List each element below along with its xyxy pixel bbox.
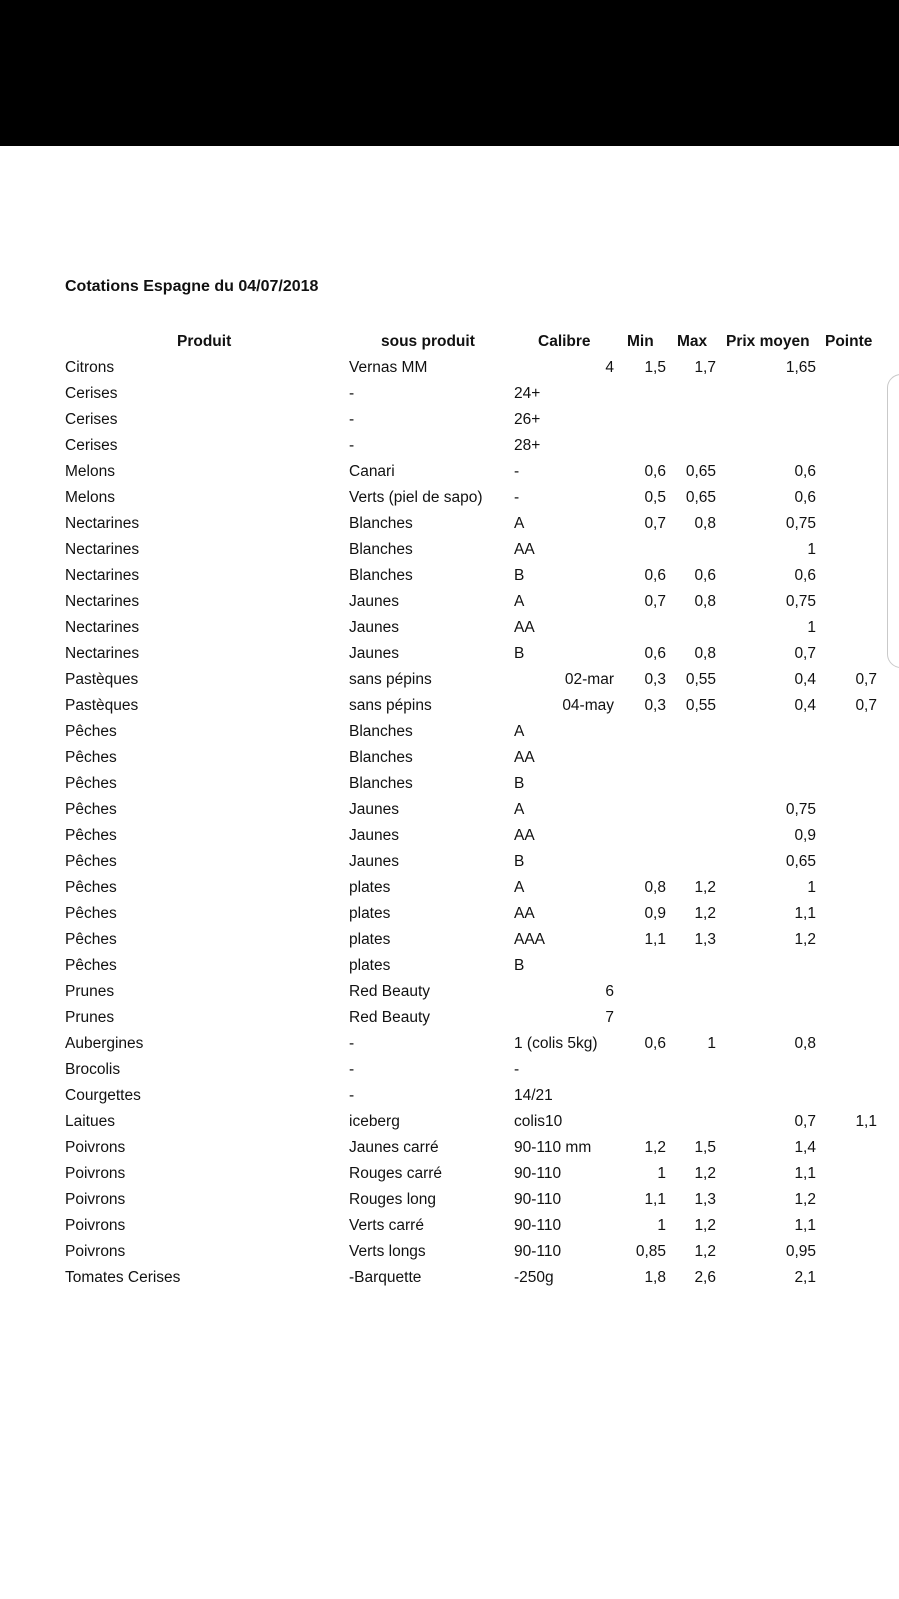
cell-max: 1,2 [694,1165,716,1182]
cell-produit: Nectarines [65,619,140,636]
cell-produit: Nectarines [65,515,140,532]
table-row [0,1239,899,1265]
cell-produit: Nectarines [65,567,140,584]
cell-max: 0,8 [694,515,716,532]
cell-min: 1,5 [644,359,666,376]
table-body [0,355,899,1291]
cell-calibre: 4 [605,359,614,376]
cell-pointe: 1,1 [855,1113,877,1130]
cell-min: 1 [657,1217,666,1234]
cell-calibre: A [514,593,525,610]
table-row [0,355,899,381]
cell-produit: Nectarines [65,541,140,558]
cell-max: 1,5 [694,1139,716,1156]
cell-max: 0,65 [685,463,716,480]
cell-produit: Nectarines [65,645,140,662]
table-row [0,771,899,797]
cell-produit: Melons [65,463,115,480]
cell-sous-produit: Blanches [349,515,413,532]
cell-sous-produit: plates [349,957,391,974]
cell-min: 0,7 [644,593,666,610]
cell-max: 1,2 [694,1217,716,1234]
cell-min: 0,8 [644,879,666,896]
cell-min: 0,3 [644,697,666,714]
cell-calibre: A [514,723,525,740]
cell-calibre: 04-may [562,697,614,714]
cell-sous-produit: Verts (piel de sapo) [349,489,483,506]
table-row [0,1109,899,1135]
cell-sous-produit: Jaunes [349,827,399,844]
cell-prix-moyen: 1 [807,619,816,636]
cell-calibre: 02-mar [564,671,614,688]
cell-calibre: B [514,853,525,870]
cell-calibre: - [514,489,520,506]
header-min: Min [627,333,654,350]
cell-prix-moyen: 0,95 [785,1243,816,1260]
cell-min: 1,8 [644,1269,666,1286]
cell-produit: Pêches [65,723,117,740]
cell-sous-produit: Blanches [349,749,413,766]
cell-produit: Poivrons [65,1139,126,1156]
cell-produit: Poivrons [65,1243,126,1260]
cell-sous-produit: Jaunes [349,619,399,636]
cell-prix-moyen: 0,75 [785,515,816,532]
cell-produit: Pêches [65,775,117,792]
cell-sous-produit: -Barquette [349,1269,422,1286]
header-max: Max [677,333,708,350]
table-row [0,979,899,1005]
table-row [0,875,899,901]
cell-prix-moyen: 0,8 [794,1035,816,1052]
cell-calibre: AA [514,619,535,636]
cell-pointe: 0,7 [855,697,877,714]
cell-min: 0,85 [635,1243,666,1260]
cell-produit: Aubergines [65,1035,144,1052]
table-row [0,511,899,537]
cell-min: 0,7 [644,515,666,532]
cell-produit: Pêches [65,827,117,844]
cell-calibre: 28+ [514,437,541,454]
cell-calibre: 6 [605,983,614,1000]
table-row [0,589,899,615]
cell-calibre: 90-110 [514,1243,562,1260]
table-row [0,381,899,407]
cell-produit: Prunes [65,983,115,1000]
cell-produit: Pêches [65,801,117,818]
table-row [0,1187,899,1213]
cell-calibre: AA [514,541,535,558]
table-row [0,797,899,823]
cell-min: 1,2 [644,1139,666,1156]
cell-max: 0,8 [694,593,716,610]
cell-sous-produit: plates [349,931,391,948]
cell-max: 1,3 [694,1191,716,1208]
cell-min: 0,6 [644,567,666,584]
price-table [0,329,899,1291]
cell-prix-moyen: 1,65 [785,359,816,376]
table-row [0,615,899,641]
document-title: Cotations Espagne du 04/07/2018 [65,278,319,295]
cell-sous-produit: plates [349,905,391,922]
cell-sous-produit: Jaunes [349,853,399,870]
cell-calibre: 1 (colis 5kg) [514,1035,598,1052]
cell-calibre: colis10 [514,1113,563,1130]
table-row [0,537,899,563]
cell-sous-produit: iceberg [349,1113,400,1130]
cell-min: 0,6 [644,645,666,662]
cell-sous-produit: - [349,1061,355,1078]
cell-prix-moyen: 0,6 [794,489,816,506]
cell-prix-moyen: 1,2 [794,1191,816,1208]
cell-calibre: -250g [514,1269,554,1286]
cell-prix-moyen: 0,9 [794,827,816,844]
top-black-bar [0,0,899,146]
cell-max: 1,2 [694,905,716,922]
cell-sous-produit: - [349,385,355,402]
cell-calibre: - [514,1061,520,1078]
cell-calibre: A [514,515,525,532]
cell-max: 0,55 [685,697,716,714]
table-row [0,693,899,719]
cell-produit: Brocolis [65,1061,121,1078]
cell-sous-produit: Jaunes [349,801,399,818]
table-row [0,1135,899,1161]
cell-prix-moyen: 0,75 [785,593,816,610]
cell-max: 0,6 [694,567,716,584]
cell-produit: Pêches [65,749,117,766]
cell-calibre: AA [514,905,535,922]
table-row [0,1057,899,1083]
cell-max: 1,3 [694,931,716,948]
table-row [0,433,899,459]
cell-max: 0,8 [694,645,716,662]
cell-calibre: 7 [605,1009,614,1026]
cell-calibre: - [514,463,520,480]
cell-prix-moyen: 1,2 [794,931,816,948]
cell-produit: Poivrons [65,1165,126,1182]
table-row [0,719,899,745]
cell-produit: Prunes [65,1009,115,1026]
table-row [0,1213,899,1239]
cell-prix-moyen: 1,1 [794,1165,816,1182]
cell-prix-moyen: 1,1 [794,1217,816,1234]
table-row [0,1265,899,1291]
cell-prix-moyen: 0,65 [785,853,816,870]
cell-sous-produit: sans pépins [349,671,432,688]
cell-sous-produit: Canari [349,463,395,480]
cell-produit: Pêches [65,905,117,922]
cell-prix-moyen: 1,1 [794,905,816,922]
cell-max: 0,65 [685,489,716,506]
cell-prix-moyen: 1 [807,541,816,558]
cell-pointe: 0,7 [855,671,877,688]
cell-prix-moyen: 0,7 [794,1113,816,1130]
table-row [0,407,899,433]
cell-prix-moyen: 0,6 [794,463,816,480]
cell-max: 1,2 [694,1243,716,1260]
table-row [0,1031,899,1057]
header-calibre: Calibre [538,333,591,350]
cell-sous-produit: Rouges carré [349,1165,443,1182]
cell-produit: Pêches [65,931,117,948]
cell-min: 0,6 [644,1035,666,1052]
cell-calibre: 90-110 [514,1217,562,1234]
header-prix-moyen: Prix moyen [726,333,810,350]
cell-prix-moyen: 0,4 [794,697,816,714]
cell-min: 1,1 [644,931,666,948]
cell-sous-produit: Blanches [349,723,413,740]
cell-sous-produit: - [349,1035,355,1052]
cell-prix-moyen: 0,4 [794,671,816,688]
cell-sous-produit: - [349,411,355,428]
table-row [0,485,899,511]
cell-prix-moyen: 2,1 [794,1269,816,1286]
cell-calibre: A [514,879,525,896]
cell-sous-produit: Red Beauty [349,983,430,1000]
cell-sous-produit: Jaunes [349,593,399,610]
cell-sous-produit: Blanches [349,775,413,792]
cell-sous-produit: - [349,1087,355,1104]
cell-max: 0,55 [685,671,716,688]
table-header-row [0,329,899,355]
side-scroll-tab[interactable] [887,374,899,668]
table-row [0,849,899,875]
cell-sous-produit: Verts carré [349,1217,424,1234]
cell-prix-moyen: 1,4 [794,1139,816,1156]
cell-prix-moyen: 0,7 [794,645,816,662]
table-row [0,563,899,589]
cell-produit: Poivrons [65,1191,126,1208]
cell-calibre: 90-110 [514,1165,562,1182]
cell-produit: Cerises [65,437,118,454]
table-row [0,953,899,979]
cell-calibre: 90-110 [514,1191,562,1208]
cell-produit: Poivrons [65,1217,126,1234]
cell-prix-moyen: 1 [807,879,816,896]
cell-produit: Citrons [65,359,115,376]
cell-sous-produit: plates [349,879,391,896]
cell-produit: Laitues [65,1113,115,1130]
cell-min: 0,6 [644,463,666,480]
cell-produit: Pêches [65,879,117,896]
cell-calibre: AAA [514,931,546,948]
cell-produit: Tomates Cerises [65,1269,181,1286]
cell-calibre: A [514,801,525,818]
table-row [0,927,899,953]
cell-calibre: 90-110 mm [514,1139,592,1156]
cell-max: 1,7 [694,359,716,376]
cell-produit: Pêches [65,957,117,974]
table-row [0,1005,899,1031]
cell-prix-moyen: 0,75 [785,801,816,818]
cell-produit: Pastèques [65,671,139,688]
table-row [0,901,899,927]
cell-sous-produit: Blanches [349,541,413,558]
table-row [0,667,899,693]
cell-produit: Cerises [65,411,118,428]
cell-calibre: AA [514,749,535,766]
cell-min: 0,9 [644,905,666,922]
cell-calibre: AA [514,827,535,844]
cell-prix-moyen: 0,6 [794,567,816,584]
cell-sous-produit: Blanches [349,567,413,584]
cell-sous-produit: Jaunes carré [349,1139,439,1156]
header-sous-produit: sous produit [381,333,475,350]
cell-produit: Cerises [65,385,118,402]
cell-calibre: 24+ [514,385,541,402]
table-row [0,823,899,849]
cell-sous-produit: sans pépins [349,697,432,714]
header-pointe: Pointe [825,333,873,350]
cell-produit: Courgettes [65,1087,141,1104]
cell-max: 1 [707,1035,716,1052]
cell-min: 1 [657,1165,666,1182]
cell-max: 1,2 [694,879,716,896]
cell-calibre: B [514,567,525,584]
cell-min: 0,3 [644,671,666,688]
cell-calibre: B [514,775,525,792]
table-row [0,745,899,771]
cell-max: 2,6 [694,1269,716,1286]
cell-calibre: 14/21 [514,1087,553,1104]
cell-sous-produit: Jaunes [349,645,399,662]
cell-min: 1,1 [644,1191,666,1208]
cell-calibre: B [514,957,525,974]
cell-produit: Nectarines [65,593,140,610]
cell-produit: Pastèques [65,697,139,714]
cell-min: 0,5 [644,489,666,506]
table-row [0,459,899,485]
table-row [0,1083,899,1109]
cell-produit: Pêches [65,853,117,870]
cell-calibre: B [514,645,525,662]
cell-calibre: 26+ [514,411,541,428]
cell-sous-produit: Vernas MM [349,359,428,376]
cell-sous-produit: Verts longs [349,1243,426,1260]
cell-sous-produit: Rouges long [349,1191,437,1208]
cell-sous-produit: - [349,437,355,454]
cell-produit: Melons [65,489,115,506]
header-produit: Produit [177,333,232,350]
table-row [0,1161,899,1187]
cell-sous-produit: Red Beauty [349,1009,430,1026]
table-row [0,641,899,667]
